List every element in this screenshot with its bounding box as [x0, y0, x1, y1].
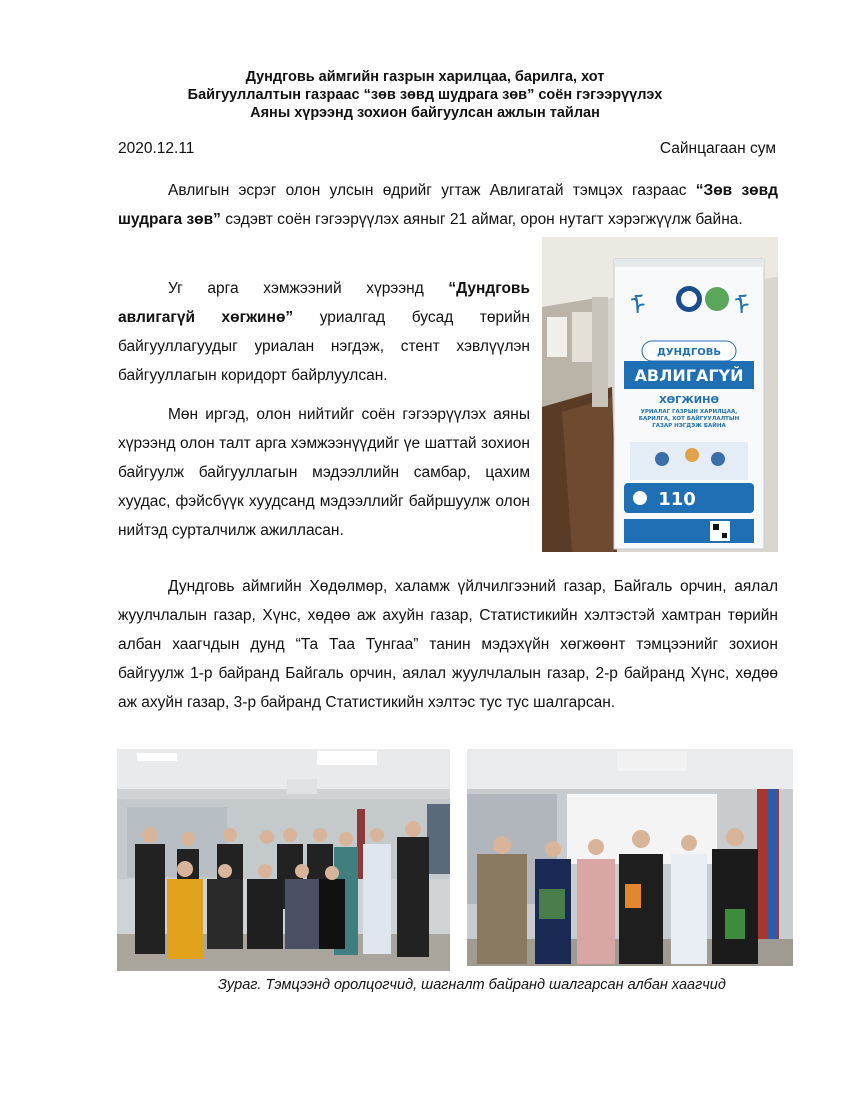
p1-text-a: Авлигын эсрэг олон улсын өдрийг угтаж Авлигатай тэмцэх газраас	[168, 182, 687, 199]
group-photo	[117, 749, 450, 971]
banner-phone-text: 110	[658, 489, 696, 510]
title-line-1: Дундговь аймгийн газрын харилцаа, барилга, хот	[245, 69, 605, 85]
document-title	[100, 68, 750, 122]
title-line-2: Байгууллалтын газраас “зөв зөвд шудрага зөв” соён гэгээрүүлэх	[187, 87, 663, 103]
p2-text-c: уриалгад бусад төрийн байгууллагуудыг уриалан нэгдэж, стент хэвлүүлэн байгууллагын коридорт байрлуулсан.	[118, 309, 530, 384]
banner-sub-text: ХӨГЖИНӨ	[658, 395, 720, 406]
p1-text-c: сэдэвт соён гэгээрүүлэх аяныг 21 аймаг, орон нутагт хэрэгжүүлж байна.	[225, 211, 743, 228]
winners-photo	[467, 749, 793, 966]
banner-slogan-text: УРИАЛАГ ГАЗРЫН ХАРИЛЦАА, БАРИЛГА, ХОТ БАЙГУУЛАЛТЫН ГАЗАР НЭГДЭЖ БАЙНА	[638, 409, 740, 429]
svg-text:ᠮ: ᠮ	[630, 292, 646, 322]
paragraph-4	[118, 572, 778, 717]
p4-text: Дундговь аймгийн Хөдөлмөр, халамж үйлчилгээний газар, Байгаль орчин, аялал жуулчлалын газар, Хүнс, хөдөө аж ахуйн газар, Статистикийн хэлтэстэй хамтран төрийн албан хаагчдын дунд “Та Таа Тунгаа” танин мэдэхүйн хөгжөөнт тэмцээнийг зохион байгуулж 1-р байранд Байгаль орчин, аялал жуулчлалын газар, 2-р байранд Хүнс, хөдөө аж ахуйн газар, 3-р байранд Статистикийн хэлтэс тус тус шалгарсан.	[118, 578, 778, 711]
svg-text:ᠮ: ᠮ	[734, 292, 750, 322]
paragraph-3	[118, 400, 530, 545]
p1-bold: “Зөв зөвд шудрага зөв”	[118, 182, 778, 228]
title-line-3: Аяны хүрээнд зохион байгуулсан ажлын тайлан	[250, 105, 600, 121]
report-date: 2020.12.11	[118, 140, 195, 157]
group-photo-illustration	[117, 749, 450, 971]
banner-headline-text: АВЛИГАГҮЙ	[634, 366, 744, 385]
p3-text: Мөн иргэд, олон нийтийг соён гэгээрүүлэх аяны хүрээнд олон талт арга хэмжээнүүдийг үе шаттай зохион байгуулж байгууллагын мэдээллийн самбар, цахим хуудас, фэйсбүүк хуудсанд мэдээллийг байршуулж олон нийтэд сурталчилж ажилласан.	[118, 406, 530, 539]
report-place: Сайнцагаан сум	[659, 140, 776, 157]
paragraph-1	[118, 176, 778, 234]
winners-photo-illustration	[467, 749, 793, 966]
banner-city-text: ДУНДГОВЬ	[656, 347, 722, 358]
p2-bold: “Дундговь авлигагүй хөгжинө”	[118, 280, 530, 326]
photo-caption: Зураг. Тэмцээнд оролцогчид, шагналт байранд шалгарсан албан хаагчид	[218, 977, 726, 993]
p2-text-a: Уг арга хэмжээний хүрээнд	[168, 280, 424, 297]
banner-photo-illustration	[542, 237, 778, 552]
paragraph-2	[118, 274, 530, 390]
banner-photo	[542, 237, 778, 552]
